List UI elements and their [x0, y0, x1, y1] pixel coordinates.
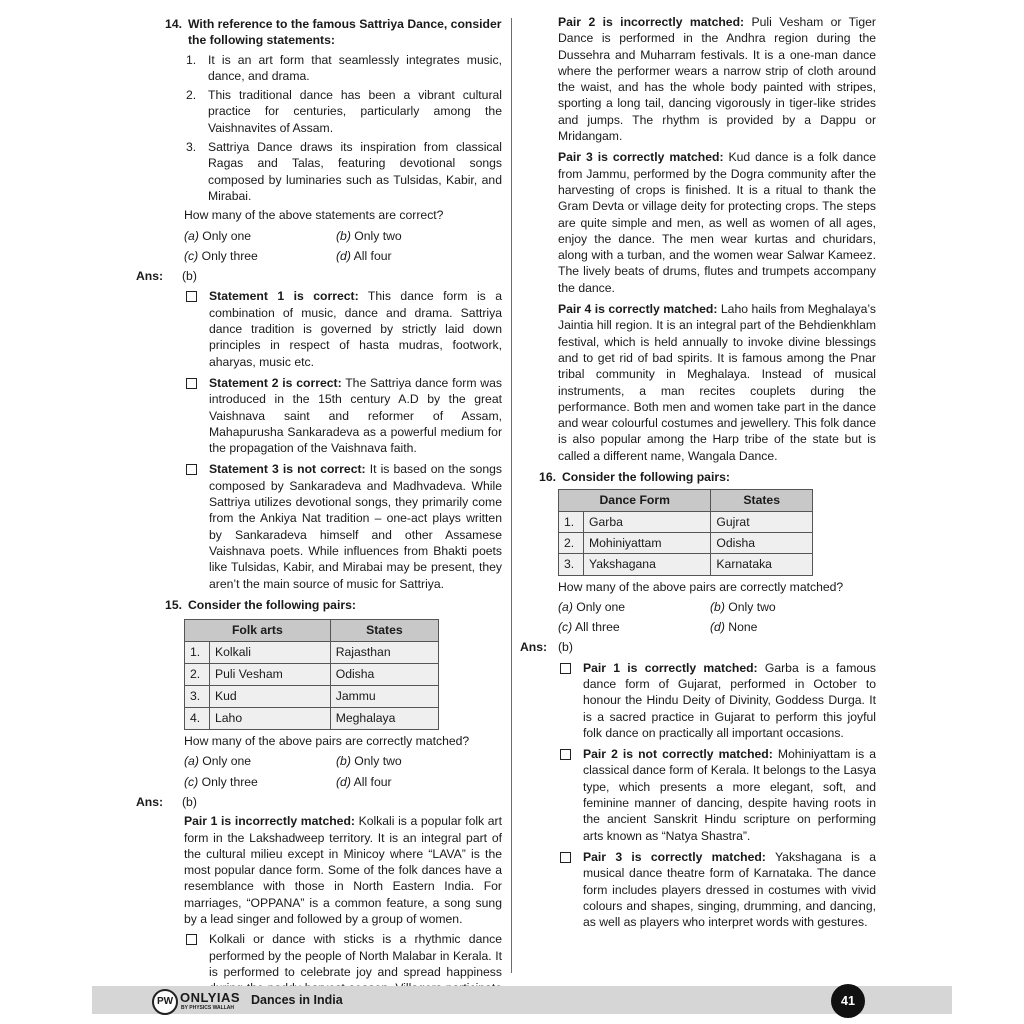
- table-row: 3. Kud Jammu: [185, 686, 439, 708]
- table-header: Folk arts: [185, 620, 331, 642]
- option-c: (c) Only three: [184, 248, 258, 263]
- answer-line: [136, 268, 502, 284]
- question-number: 16.: [539, 470, 556, 485]
- statement-number: 1.: [186, 52, 197, 67]
- statement-text: This traditional dance has been a vibrant cultural practice for centuries, particularly among the Vaishnavites of Assam.: [208, 88, 502, 135]
- table-header: States: [330, 620, 438, 642]
- explanation-item: Statement 2 is correct: The Sattriya dance form was introduced in the 15th century A.D by the great Vaishnava saint and reformer of Assam, Mahapurusha Sankaradeva as a powerful medium for the propagation of the Vaishnava faith.: [184, 375, 502, 456]
- table-row: 1. Kolkali Rajasthan: [185, 642, 439, 664]
- statement-item: [186, 87, 502, 136]
- question-number: 14.: [165, 17, 182, 31]
- option-a: (a) Only one: [184, 228, 252, 243]
- explanation-item: Pair 1 is correctly matched: Garba is a famous dance form of Gujarat, performed in October to honour the Hindu Deity of Divinity, Goddess Durga. It is a sacred practice in Gujarat to perform this joyful folk dance on practically all important occasions.: [558, 660, 876, 741]
- answer-label: Ans:: [136, 794, 164, 809]
- question-prompt: How many of the above statements are correct?: [184, 208, 444, 223]
- answer-line: [136, 794, 502, 810]
- answer-label: Ans:: [520, 640, 548, 655]
- option-a: (a) Only one: [184, 754, 252, 769]
- option-b: (b) Only two: [336, 228, 402, 243]
- question-prompt: How many of the above pairs are correctly matched?: [558, 579, 844, 594]
- option-a: (a) Only one: [558, 599, 626, 614]
- table-header: Dance Form: [559, 490, 711, 511]
- left-column: [138, 14, 502, 1002]
- pairs-table: [558, 489, 813, 575]
- checkbox-bullet-icon: [186, 464, 197, 475]
- question-text: Consider the following pairs:: [562, 470, 730, 485]
- option-b: (b) Only two: [336, 754, 402, 769]
- question-15: [138, 597, 502, 613]
- pair3-explanation: Pair 3 is correctly matched: Kud dance is a folk dance from Jammu, performed by the Dogra community after the harvesting of crops is finished. It is a ritual to thank the Gram Devta or village deity for protecting crops. The steps are quite simple and men, as well as women of all ages, enjoy the dance. The men wear kurtas and churidars, along with a turban, and the women wear Salwar Kameez. The lively beats of drums, flutes and trumpets accompany the dance.: [558, 150, 876, 295]
- answer-value: (b): [182, 794, 197, 809]
- answer-value: (b): [558, 640, 573, 655]
- option-d: (d) None: [710, 620, 758, 635]
- checkbox-bullet-icon: [560, 749, 571, 760]
- table-row: 1. Garba Gujrat: [559, 511, 813, 532]
- question-16: [512, 469, 876, 485]
- pw-logo-icon: PW: [152, 989, 178, 1015]
- question-14: [138, 16, 502, 49]
- statement-number: 3.: [186, 140, 197, 155]
- option-d: (d) All four: [336, 248, 392, 263]
- option-c: (c) All three: [558, 620, 620, 635]
- option-b: (b) Only two: [710, 599, 776, 614]
- pair2-explanation: Pair 2 is incorrectly matched: Puli Vesham or Tiger Dance is performed in the Andhra region during the Dussehra and Muharram festivals. It is a one-man dance where the performer wears a narrow strip of cloth around the waist, and has the whole body painted with stripes, sporting a long tail, dancing vigorously in tiger-like strides and jumps. The rhythm is provided by a Dappu or Mridangam.: [558, 15, 876, 144]
- statement-text: Sattriya Dance draws its inspiration from classical Ragas and Talas, featuring devotional songs composed by luminaries such as Tulsidas, Kabir, and Mirabai.: [208, 140, 502, 203]
- statement-item: [186, 139, 502, 204]
- options-grid: [184, 753, 502, 790]
- explanation-list: [184, 288, 502, 591]
- checkbox-bullet-icon: [560, 852, 571, 863]
- question-number: 15.: [165, 597, 182, 612]
- table-header: States: [711, 490, 813, 511]
- explanation-item: Statement 1 is correct: This dance form is a combination of music, dance and drama. Sattriya dance tradition is governed by strictly laid down principles in respect of hasta mudras, footwork, aharyas, music etc.: [184, 288, 502, 369]
- table-row: 2. Puli Vesham Odisha: [185, 664, 439, 686]
- question-text: With reference to the famous Sattriya Dance, consider the following statements:: [188, 17, 502, 48]
- checkbox-bullet-icon: [186, 934, 197, 945]
- chapter-title: Dances in India: [251, 993, 343, 1007]
- option-d: (d) All four: [336, 774, 392, 789]
- option-c: (c) Only three: [184, 774, 258, 789]
- options-grid: [558, 599, 876, 636]
- answer-line: [520, 639, 876, 655]
- checkbox-bullet-icon: [186, 378, 197, 389]
- question-text: Consider the following pairs:: [188, 597, 356, 612]
- pair1-explanation: Pair 1 is incorrectly matched: Kolkali is a popular folk art form in the Lakshadweep territory. It is an integral part of the cultural milieu except in Minicoy where “LAVA” is the most popular dance form. Some of the folk dances have a resemblance with those in North Eastern India. For marriages, “OPPANA” is a common feature, a song sung by a lead singer and followed by a group of women.: [184, 814, 502, 927]
- statement-text: It is an art form that seamlessly integrates music, dance, and drama.: [208, 52, 502, 83]
- explanation-item: Statement 3 is not correct: It is based on the songs composed by Sankaradeva and Madhvadeva. While Sattriya utilizes devotional songs, they primarily come from the Ankiya Nat tradition – one-act plays written by Sankaradeva himself and other Assamese Vaishnava poets. While influences from Bhakti poets like Tulsidas, Kabir, and Mirabai may be present, they aren’t the main source of music for Sattriya.: [184, 461, 502, 591]
- statement-list: [186, 52, 502, 205]
- options-grid: [184, 228, 502, 265]
- page-number: 41: [831, 984, 865, 1018]
- table-row: 4. Laho Meghalaya: [185, 708, 439, 730]
- explanation-list: [558, 660, 876, 931]
- brand-logo-subtext: BY PHYSICS WALLAH: [181, 1005, 234, 1011]
- statement-item: [186, 52, 502, 85]
- right-column: [520, 14, 876, 935]
- brand-logo-text: ONLYIAS: [180, 990, 241, 1005]
- pair1-bullet-text: Kolkali or dance with sticks is a rhythmic dance performed by the people of North Malabar in Kerala. It is performed to celebrate joy and spread happiness: [209, 932, 502, 979]
- answer-value: (b): [182, 269, 197, 284]
- explanation-item: Pair 3 is correctly matched: Yakshagana is a musical dance theatre form of Karnataka. The dance form includes players dressed in costumes with vivid colours and shapes, singing, drumming, and dancing, as well as players who interpret words with gestures.: [558, 849, 876, 930]
- pairs-table: [184, 619, 439, 730]
- answer-label: Ans:: [136, 269, 164, 284]
- checkbox-bullet-icon: [560, 663, 571, 674]
- explanation-item: Pair 2 is not correctly matched: Mohiniyattam is a classical dance form of Kerala. It belongs to the Lasya type, which presents a more elegant, soft, and feminine manner of dancing, despite having roots in the ancient Sanskrit Hindu scripture on performing arts known as “Natya Shastra”.: [558, 746, 876, 844]
- table-row: 3. Yakshagana Karnataka: [559, 554, 813, 575]
- statement-number: 2.: [186, 88, 197, 103]
- question-prompt: How many of the above pairs are correctly matched?: [184, 734, 470, 749]
- column-divider: [511, 18, 512, 973]
- pair4-explanation: Pair 4 is correctly matched: Laho hails from Meghalaya’s Jaintia hill region. It is an integral part of the Behdienkhlam festival, which is held annually to invoke divine blessings and to get rid of bad spirits. It is famous among the Pnar tribal community in Meghalaya. Instead of musical instruments, a man recites couplets during the performance. Both men and women take part in the dance and wear colourful costumes and jewellery. This folk dance is also popular among the Harp tribe of the state but is called a different name, Wangala Dance.: [558, 302, 876, 463]
- table-row: 2. Mohiniyattam Odisha: [559, 532, 813, 553]
- checkbox-bullet-icon: [186, 291, 197, 302]
